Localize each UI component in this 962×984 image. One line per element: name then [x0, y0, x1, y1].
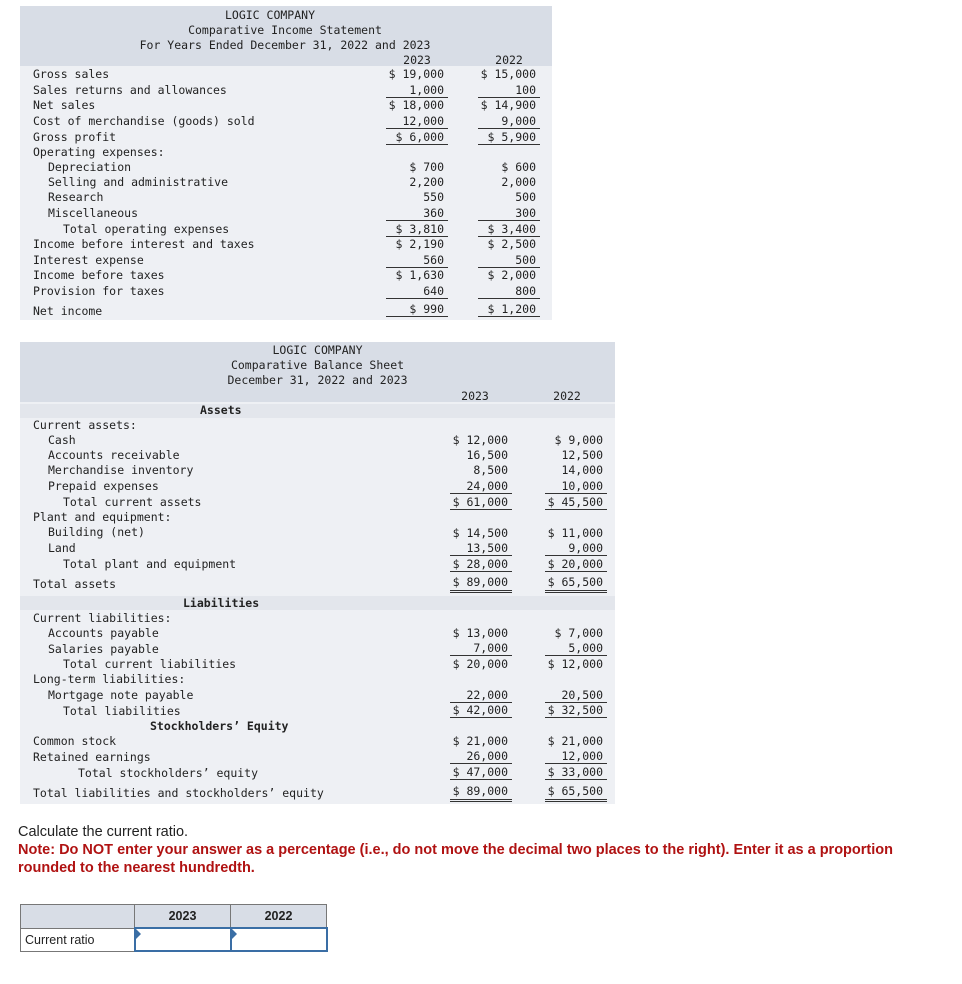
balance-row-2022: $ 65,500	[547, 784, 603, 798]
balance-row-2023: $ 14,500	[452, 526, 508, 540]
assets-heading: Assets	[200, 403, 242, 417]
equity-heading: Stockholders’ Equity	[150, 719, 289, 733]
current-ratio-2023-cell	[135, 928, 231, 951]
current-ratio-2023-input[interactable]	[136, 930, 230, 950]
income-row-label: Operating expenses:	[33, 145, 165, 159]
income-row-2023: 640	[423, 284, 444, 298]
income-row-2023: 1,000	[409, 83, 444, 97]
income-row-label: Miscellaneous	[48, 206, 139, 220]
balance-row-label: Total liabilities and stockholders’ equity	[33, 786, 324, 800]
current-ratio-2022-input[interactable]	[232, 930, 326, 950]
balance-col-2023: 2023	[461, 389, 489, 403]
balance-row-2023: 7,000	[473, 641, 508, 655]
income-row-2023: $ 19,000	[388, 67, 444, 81]
income-row-label: Income before taxes	[33, 268, 165, 282]
balance-row-label: Current liabilities:	[33, 611, 172, 625]
income-row-2022: $ 3,400	[487, 222, 536, 236]
income-row-label: Net sales	[33, 98, 96, 112]
income-row-2022: 9,000	[501, 114, 536, 128]
underline	[478, 298, 540, 299]
income-col-2022: 2022	[495, 53, 523, 67]
balance-row-2022: $ 11,000	[547, 526, 603, 540]
balance-row-2023: $ 42,000	[452, 703, 508, 717]
balance-row-label: Accounts receivable	[48, 448, 180, 462]
balance-row-2022: $ 20,000	[547, 557, 603, 571]
income-row-2023: 550	[423, 190, 444, 204]
income-period: For Years Ended December 31, 2022 and 2023	[139, 38, 431, 52]
income-row-2023: 12,000	[402, 114, 444, 128]
answer-col-2022: 2022	[231, 905, 327, 929]
balance-row-2023: $ 21,000	[452, 734, 508, 748]
underline	[478, 220, 540, 221]
balance-row-label: Total plant and equipment	[63, 557, 237, 571]
underline	[545, 717, 607, 718]
underline	[478, 144, 540, 145]
balance-row-2022: $ 32,500	[547, 703, 603, 717]
balance-row-2022: $ 45,500	[547, 495, 603, 509]
income-company-name: LOGIC COMPANY	[224, 8, 315, 22]
balance-row-label: Land	[48, 541, 76, 555]
assets-heading-band	[20, 404, 615, 418]
balance-row-label: Cash	[48, 433, 76, 447]
income-col-2023: 2023	[403, 53, 431, 67]
balance-row-label: Plant and equipment:	[33, 510, 172, 524]
balance-row-2023: $ 12,000	[452, 433, 508, 447]
balance-row-2023: 22,000	[466, 688, 508, 702]
income-row-label: Provision for taxes	[33, 284, 165, 298]
double-underline	[450, 592, 512, 593]
underline	[545, 763, 607, 764]
question-prompt: Calculate the current ratio.	[18, 824, 189, 840]
double-underline	[545, 590, 607, 591]
underline	[386, 220, 448, 221]
income-row-2022: $ 15,000	[480, 67, 536, 81]
underline	[386, 128, 448, 129]
income-row-2023: $ 3,810	[395, 222, 444, 236]
income-row-label: Gross sales	[33, 67, 110, 81]
balance-row-2022: 14,000	[561, 463, 603, 477]
balance-row-label: Mortgage note payable	[48, 688, 194, 702]
double-underline	[386, 316, 448, 317]
income-row-2022: $ 14,900	[480, 98, 536, 112]
balance-company-name: LOGIC COMPANY	[272, 343, 363, 357]
double-underline	[478, 316, 540, 317]
balance-row-label: Long-term liabilities:	[33, 672, 186, 686]
balance-row-label: Total stockholders’ equity	[78, 766, 259, 780]
balance-row-label: Building (net)	[48, 525, 145, 539]
income-row-2022: $ 5,900	[487, 130, 536, 144]
underline	[450, 779, 512, 780]
underline	[450, 493, 512, 494]
balance-row-2022: $ 12,000	[547, 657, 603, 671]
balance-row-2023: 16,500	[466, 448, 508, 462]
underline	[450, 763, 512, 764]
underline	[450, 717, 512, 718]
balance-title: Comparative Balance Sheet	[230, 358, 405, 372]
underline	[450, 509, 512, 510]
income-row-2022: $ 1,200	[487, 302, 536, 316]
underline	[386, 144, 448, 145]
income-row-2023: $ 2,190	[395, 237, 444, 251]
balance-row-label: Salaries payable	[48, 642, 159, 656]
balance-row-2022: $ 21,000	[547, 734, 603, 748]
income-row-2022: 300	[515, 206, 536, 220]
income-row-2022: $ 600	[501, 160, 536, 174]
balance-row-label: Current assets:	[33, 418, 137, 432]
balance-period: December 31, 2022 and 2023	[227, 373, 408, 387]
balance-col-2022: 2022	[553, 389, 581, 403]
income-row-label: Gross profit	[33, 130, 117, 144]
input-flag-icon	[136, 929, 141, 939]
income-row-label: Income before interest and taxes	[33, 237, 255, 251]
answer-table	[20, 904, 328, 952]
underline	[545, 655, 607, 656]
income-row-2023: 2,200	[409, 175, 444, 189]
balance-row-2022: 12,500	[561, 448, 603, 462]
balance-row-label: Accounts payable	[48, 626, 159, 640]
income-row-label: Interest expense	[33, 253, 144, 267]
liabilities-heading: Liabilities	[183, 596, 260, 610]
underline	[450, 555, 512, 556]
balance-row-2022: 12,000	[561, 749, 603, 763]
income-row-2023: $ 700	[409, 160, 444, 174]
balance-row-label: Total assets	[33, 577, 117, 591]
balance-row-2023: $ 47,000	[452, 765, 508, 779]
balance-row-2022: $ 33,000	[547, 765, 603, 779]
liabilities-heading-band	[20, 596, 615, 610]
balance-row-2022: 20,500	[561, 688, 603, 702]
balance-row-2023: $ 89,000	[452, 575, 508, 589]
question-note-line2: rounded to the nearest hundredth.	[18, 860, 255, 876]
income-row-2023: $ 6,000	[395, 130, 444, 144]
underline	[545, 571, 607, 572]
income-row-label: Net income	[33, 304, 103, 318]
income-row-2023: $ 990	[409, 302, 444, 316]
underline	[450, 655, 512, 656]
balance-row-label: Total current assets	[63, 495, 202, 509]
balance-row-2023: $ 61,000	[452, 495, 508, 509]
balance-row-label: Total current liabilities	[63, 657, 237, 671]
income-row-label: Depreciation	[48, 160, 132, 174]
income-row-2022: 500	[515, 190, 536, 204]
balance-row-label: Common stock	[33, 734, 117, 748]
double-underline	[450, 799, 512, 800]
underline	[545, 555, 607, 556]
balance-row-2022: 5,000	[568, 641, 603, 655]
balance-row-2022: 10,000	[561, 479, 603, 493]
answer-table-corner	[21, 905, 135, 929]
income-row-2023: 360	[423, 206, 444, 220]
balance-row-2023: 13,500	[466, 541, 508, 555]
income-row-2023: $ 1,630	[395, 268, 444, 282]
underline	[545, 493, 607, 494]
underline	[450, 571, 512, 572]
income-row-2022: 500	[515, 253, 536, 267]
double-underline	[545, 799, 607, 800]
income-row-label: Cost of merchandise (goods) sold	[33, 114, 255, 128]
balance-row-2022: 9,000	[568, 541, 603, 555]
income-row-2022: $ 2,500	[487, 237, 536, 251]
underline	[545, 779, 607, 780]
income-row-2022: $ 2,000	[487, 268, 536, 282]
balance-row-2023: 26,000	[466, 749, 508, 763]
current-ratio-2022-cell	[231, 928, 327, 951]
double-underline	[450, 590, 512, 591]
income-row-label: Total operating expenses	[63, 222, 230, 236]
income-row-2023: 560	[423, 253, 444, 267]
income-row-2022: 800	[515, 284, 536, 298]
question-note-line1: Note: Do NOT enter your answer as a percentage (i.e., do not move the decimal two places to the right). Enter it as a proportion	[18, 842, 893, 858]
balance-row-label: Total liabilities	[63, 704, 181, 718]
balance-row-2022: $ 65,500	[547, 575, 603, 589]
answer-col-2023: 2023	[135, 905, 231, 929]
income-row-2022: 2,000	[501, 175, 536, 189]
double-underline	[450, 801, 512, 802]
input-flag-icon	[232, 929, 237, 939]
income-row-label: Sales returns and allowances	[33, 83, 227, 97]
double-underline	[545, 592, 607, 593]
underline	[478, 128, 540, 129]
balance-row-2022: $ 7,000	[554, 626, 603, 640]
double-underline	[545, 801, 607, 802]
income-row-2022: 100	[515, 83, 536, 97]
balance-row-label: Retained earnings	[33, 750, 151, 764]
balance-row-label: Merchandise inventory	[48, 463, 194, 477]
income-title: Comparative Income Statement	[188, 23, 382, 37]
balance-row-2023: 24,000	[466, 479, 508, 493]
current-ratio-label: Current ratio	[21, 928, 135, 951]
balance-row-2023: $ 20,000	[452, 657, 508, 671]
underline	[545, 509, 607, 510]
balance-row-2023: $ 89,000	[452, 784, 508, 798]
income-row-label: Selling and administrative	[48, 175, 229, 189]
balance-row-label: Prepaid expenses	[48, 479, 159, 493]
balance-row-2023: $ 13,000	[452, 626, 508, 640]
balance-row-2023: $ 28,000	[452, 557, 508, 571]
income-row-2023: $ 18,000	[388, 98, 444, 112]
income-row-label: Research	[48, 190, 104, 204]
underline	[386, 298, 448, 299]
balance-row-2023: 8,500	[473, 463, 508, 477]
balance-row-2022: $ 9,000	[554, 433, 603, 447]
